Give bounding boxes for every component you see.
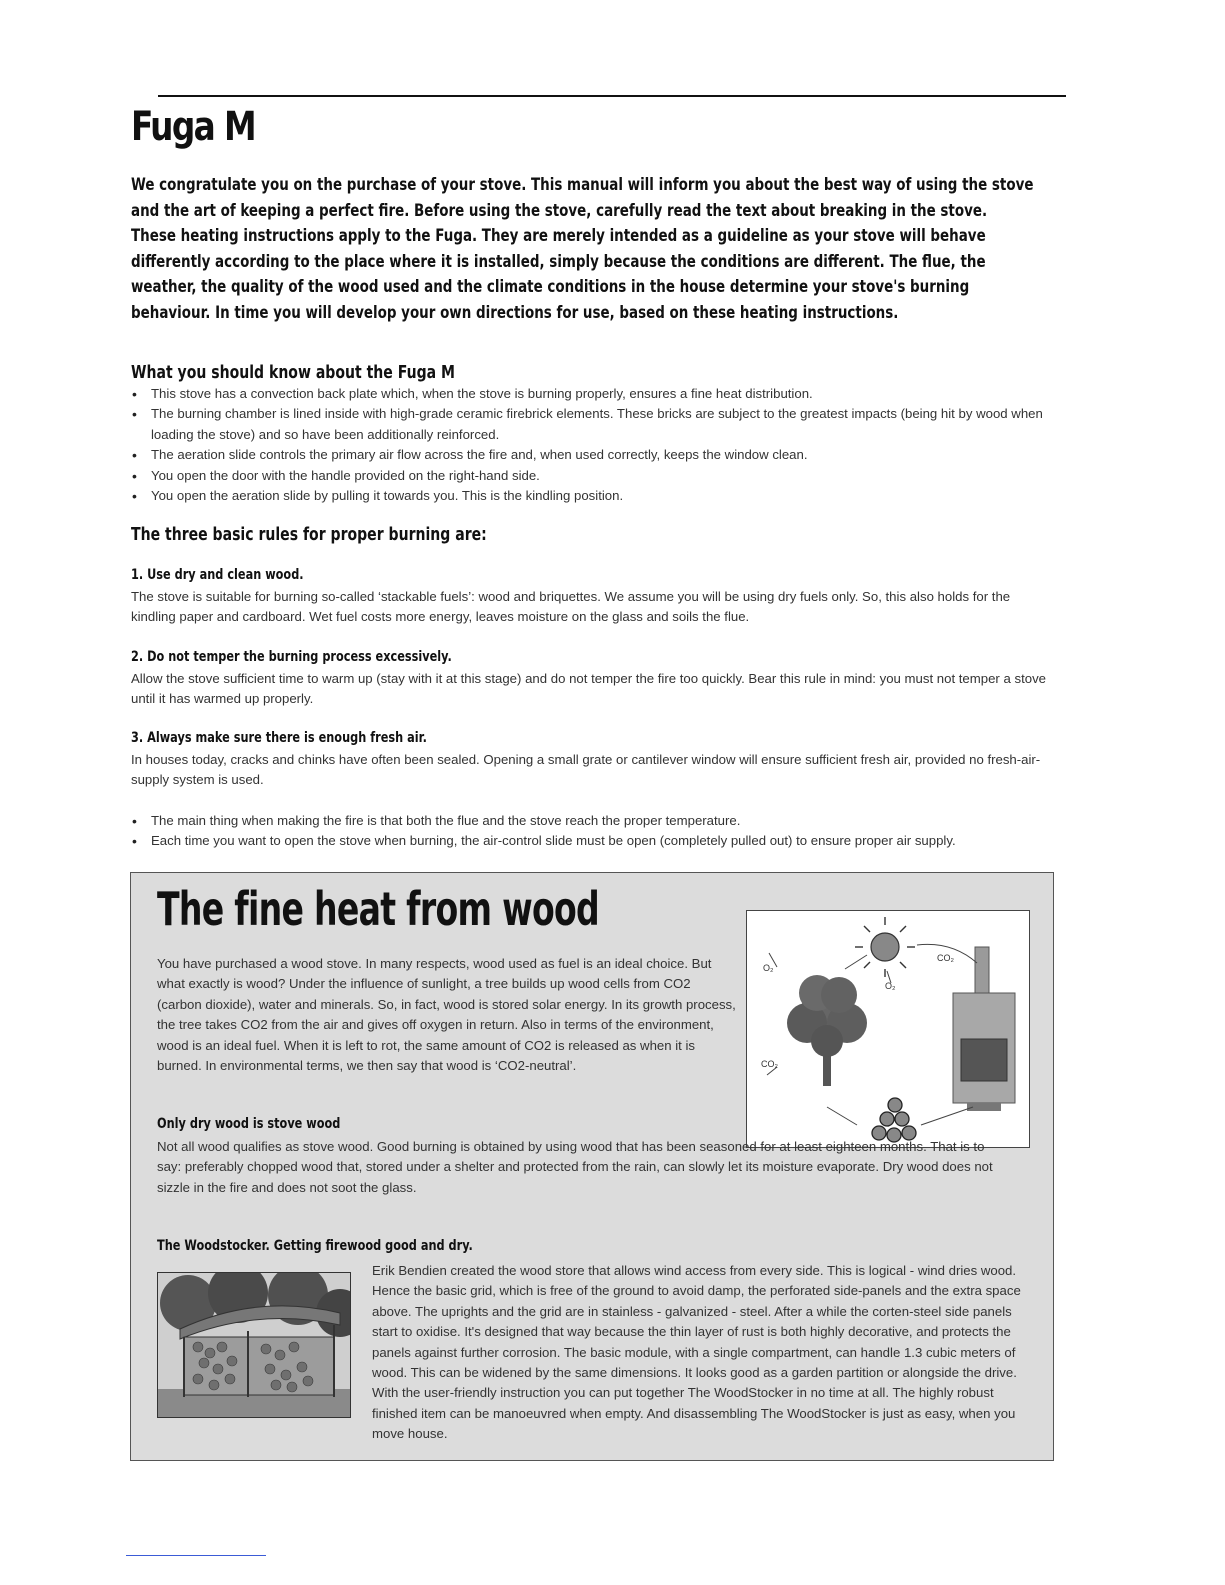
- dry-wood-text: Not all wood qualifies as stove wood. Good burning is obtained by using wood that has been seasoned for at least eighteen months. That is to say: preferably chopped wood that, stored under a shelter and protected from the rain, can slowly let its moisture evaporate. Dry wood does not sizzle in the fire and does not soot the glass.: [157, 1139, 993, 1195]
- rules-heading: The three basic rules for proper burning are:: [131, 524, 487, 545]
- intro-paragraph: We congratulate you on the purchase of your stove. This manual will inform you about the best way of using the stove and the art of keeping a perfect fire. Before using the stove, carefully read the text about breaking in the stove.: [131, 175, 1034, 220]
- list-item: • You open the door with the handle provided on the right-hand side.: [131, 466, 1056, 486]
- woodstocker-image: [158, 1273, 350, 1417]
- rule-2-text: Allow the stove sufficient time to warm up (stay with it at this stage) and do not temper the fire too quickly. Bear this rule in mind: you must not temper a stove until it has warmed up properly.: [131, 671, 1046, 707]
- co2-label: CO₂: [761, 1059, 778, 1069]
- box-title: The fine heat from wood: [157, 882, 600, 936]
- woodstocker-text: Erik Bendien created the wood store that allows wind access from every side. This is logical - wind dries wood. Hence the basic grid, which is free of the ground to avoid damp, the perforated side-panels and the extra space above. The uprights and the grid are in stainless - galvanized - steel. After a while the corten-steel side panels start to oxidise. It's designed that way because the thin layer of rust is both highly decorative, and protects the panels against further corrosion. The basic module, with a single compartment, can handle 1.3 cubic meters of wood. This can be widened by the same dimensions. It looks good as a garden partition or alongside the drive. With the user-friendly instruction you can put together The WoodStocker in no time at all. The highly robust finished item can be manoeuvred when empty. And disassembling The WoodStocker is just as easy, when you move house.: [372, 1263, 1021, 1442]
- o2-label: O₂: [885, 981, 896, 991]
- tree-icon: [787, 975, 867, 1086]
- co2-label: CO₂: [937, 953, 954, 963]
- rule-1-title: 1. Use dry and clean wood.: [131, 567, 304, 583]
- logs-icon: [872, 1098, 916, 1142]
- rule-2-title: 2. Do not temper the burning process excessively.: [131, 649, 452, 665]
- intro-paragraph: These heating instructions apply to the Fuga. They are merely intended as a guideline as your stove will behave differently according to the place where it is installed, simply because the conditions are different. The flue, the weather, the quality of the wood used and the climate conditions in the house determine your stove's burning behaviour. In time you will develop your own directions for use, based on these heating instructions.: [131, 226, 986, 322]
- co2-cycle-illustration: [747, 911, 1029, 1147]
- list-item: • You open the aeration slide by pulling it towards you. This is the kindling position.: [131, 486, 1056, 506]
- rule-1-text: The stove is suitable for burning so-called ‘stackable fuels’: wood and briquettes. We assume you will be using dry fuels only. So, this also holds for the kindling paper and cardboard. Wet fuel costs more energy, leaves moisture on the glass and soils the flue.: [131, 589, 1011, 625]
- list-item: • The aeration slide controls the primary air flow across the fire and, when used correctly, keeps the window clean.: [131, 445, 1056, 465]
- sun-icon: [855, 917, 915, 977]
- footer-link[interactable]: [126, 1555, 266, 1556]
- box-intro: You have purchased a wood stove. In many respects, wood used as fuel is an ideal choice. But what exactly is wood? Under the influence of sunlight, a tree builds up wood cells from CO2 (carbon dioxide), water and minerals. So, in fact, wood is stored solar energy. In its growth process, the tree takes CO2 from the air and gives off oxygen in return. Also in terms of the environment, wood is an ideal fuel. When it is left to rot, the same amount of CO2 is released as when it is burned. In environmental terms, we then say that wood is ‘CO2-neutral’.: [157, 956, 736, 1074]
- know-heading: What you should know about the Fuga M: [131, 362, 455, 383]
- woodstocker-heading: The Woodstocker. Getting firewood good and dry.: [157, 1238, 473, 1254]
- list-item: • This stove has a convection back plate which, when the stove is burning properly, ensures a fine heat distribution.: [131, 384, 1056, 404]
- rule-3-text: In houses today, cracks and chinks have often been sealed. Opening a small grate or cantilever window will ensure sufficient fresh air, provided no fresh-air-supply system is used.: [131, 752, 1041, 788]
- dry-wood-heading: Only dry wood is stove wood: [157, 1116, 341, 1132]
- page-title: Fuga M: [131, 104, 255, 150]
- intro: [131, 172, 1052, 326]
- know-list: [131, 384, 1056, 506]
- co2-cycle-figure: [746, 910, 1030, 1148]
- top-rule: [158, 95, 1066, 97]
- woodstocker-photo: [157, 1272, 351, 1418]
- list-item: • The main thing when making the fire is that both the flue and the stove reach the proper temperature.: [131, 811, 1056, 831]
- rule-3-title: 3. Always make sure there is enough fresh air.: [131, 730, 427, 746]
- o2-label: O₂: [763, 963, 774, 973]
- list-item: • Each time you want to open the stove when burning, the air-control slide must be open (completely pulled out) to ensure proper air supply.: [131, 831, 1056, 851]
- notes-list: [131, 811, 1056, 852]
- list-item: • The burning chamber is lined inside with high-grade ceramic firebrick elements. These bricks are subject to the greatest impacts (being hit by wood when loading the stove) and so have been additionally reinforced.: [131, 404, 1056, 445]
- stove-icon: [953, 947, 1015, 1111]
